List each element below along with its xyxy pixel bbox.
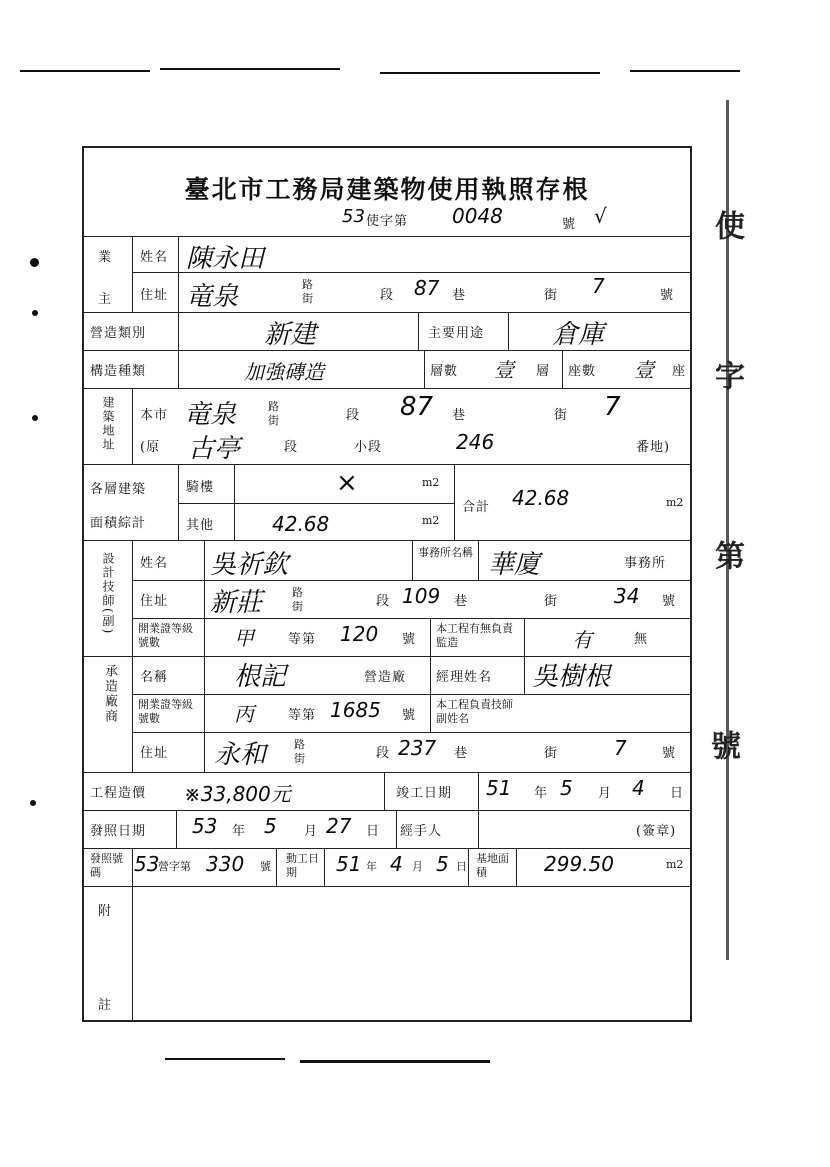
area-label-1: 各層建築 xyxy=(90,482,147,497)
designer-road: 路 xyxy=(292,586,303,599)
owner-addr-label: 住址 xyxy=(140,288,169,303)
owner-lane: 巷 xyxy=(452,288,467,303)
cost-label: 工程造價 xyxy=(90,786,147,801)
contractor-grade: 丙 xyxy=(234,702,254,726)
supervise-value: 有 xyxy=(572,628,592,652)
site-section: 建築地址 xyxy=(101,396,115,452)
owner-hao: 號 xyxy=(660,288,675,303)
remarks-label-top: 附 xyxy=(98,904,113,919)
permit-check: √ xyxy=(594,204,607,228)
arcade-value: × xyxy=(336,468,358,498)
site-duan: 段 xyxy=(346,408,361,423)
handler-label: 經手人 xyxy=(400,824,443,839)
contractor-jie: 街 xyxy=(544,746,559,761)
arcade-label: 騎樓 xyxy=(186,480,215,495)
site-orig-label: (原 xyxy=(140,440,161,455)
contractor-street: 街 xyxy=(294,752,305,765)
site-road: 路 xyxy=(268,400,279,413)
contractor-hao2: 號 xyxy=(662,746,677,761)
total-unit: m2 xyxy=(666,496,684,509)
start-yue: 月 xyxy=(412,860,423,873)
office-suffix: 事務所 xyxy=(624,556,667,571)
other-label: 其他 xyxy=(186,518,215,533)
done-year: 51 xyxy=(486,776,512,800)
owner-jie-no: 7 xyxy=(592,274,605,298)
permit-no-zi: 營字第 xyxy=(158,860,191,873)
base-label: 基地面積 xyxy=(476,852,509,879)
issue-ri: 日 xyxy=(366,824,381,839)
owner-street: 街 xyxy=(302,292,313,305)
owner-addr-district: 竜泉 xyxy=(186,282,239,312)
designer-lane-no: 109 xyxy=(402,584,441,608)
total-value: 42.68 xyxy=(512,486,570,510)
contractor-factory: 營造廠 xyxy=(364,670,407,685)
site-lot-label: 番地) xyxy=(636,440,671,455)
site-sub-duan: 小段 xyxy=(354,440,383,455)
issue-day: 27 xyxy=(326,814,352,838)
contractor-hao: 號 xyxy=(402,708,417,723)
site-lane: 巷 xyxy=(452,408,467,423)
area-label-2: 面積綜計 xyxy=(90,516,147,531)
other-value: 42.68 xyxy=(272,512,330,536)
done-yue: 月 xyxy=(598,786,613,801)
margin-text: 字 xyxy=(709,360,744,390)
designer-hao2: 號 xyxy=(402,632,417,647)
floors-label: 層數 xyxy=(430,364,459,379)
permit-no-prefix: 53 xyxy=(134,852,160,876)
done-label: 竣工日期 xyxy=(396,786,453,801)
site-orig-name: 古亭 xyxy=(188,434,241,464)
contractor-jie-no: 7 xyxy=(614,736,627,760)
contractor-duan: 段 xyxy=(376,746,391,761)
sign-label: (簽章) xyxy=(636,824,677,839)
designer-license-no: 120 xyxy=(340,622,379,646)
owner-name: 陳永田 xyxy=(186,244,265,274)
main-use-label: 主要用途 xyxy=(428,326,485,341)
punch-hole xyxy=(32,415,38,421)
contractor-road: 路 xyxy=(294,738,305,751)
contractor-name: 根記 xyxy=(234,662,287,692)
issue-year: 53 xyxy=(192,814,218,838)
scan-mark xyxy=(380,72,600,74)
contractor-license-no: 1685 xyxy=(330,698,381,722)
designer-lane: 巷 xyxy=(454,594,469,609)
build-type-label: 營造類別 xyxy=(90,326,147,341)
supervise-label: 本工程有無負責監造 xyxy=(436,622,513,649)
owner-section-2: 主 xyxy=(98,292,113,307)
margin-text: 第 xyxy=(709,540,744,570)
owner-section-1: 業 xyxy=(98,250,113,265)
scan-mark xyxy=(300,1060,490,1063)
punch-hole xyxy=(30,258,39,267)
punch-hole xyxy=(30,800,36,806)
scan-mark xyxy=(20,70,150,72)
permit-no-label: 號 xyxy=(562,217,577,232)
base-unit: m2 xyxy=(666,858,684,871)
contractor-license-label: 開業證等級號數 xyxy=(138,698,193,725)
floors-value: 壹 xyxy=(494,358,514,382)
owner-name-label: 姓名 xyxy=(140,250,169,265)
done-day: 4 xyxy=(632,776,645,800)
contractor-lane-no: 237 xyxy=(398,736,437,760)
site-street: 街 xyxy=(268,414,279,427)
contractor-grade-label: 等第 xyxy=(288,708,317,723)
start-ri: 日 xyxy=(456,860,467,873)
permit-no-num: 330 xyxy=(206,852,245,876)
designer-addr-label: 住址 xyxy=(140,594,169,609)
build-type-value: 新建 xyxy=(264,320,317,350)
designer-grade-label: 等第 xyxy=(288,632,317,647)
site-lot-no: 246 xyxy=(456,430,495,454)
contractor-name-label: 名稱 xyxy=(140,670,169,685)
issue-month: 5 xyxy=(264,814,277,838)
scan-mark xyxy=(165,1058,285,1060)
punch-hole xyxy=(32,310,38,316)
start-nian: 年 xyxy=(366,860,377,873)
site-jie-no: 7 xyxy=(604,392,621,422)
start-year: 51 xyxy=(336,852,362,876)
cost-value: ※33,800元 xyxy=(184,782,291,806)
permit-form xyxy=(82,146,692,1022)
site-district: 竜泉 xyxy=(184,400,237,430)
manager-label: 經理姓名 xyxy=(436,670,493,685)
issue-nian: 年 xyxy=(232,824,247,839)
permit-no-hao: 號 xyxy=(260,860,271,873)
supervise-none: 無 xyxy=(634,632,649,647)
start-month: 4 xyxy=(390,852,403,876)
permit-number: 0048 xyxy=(452,204,503,228)
form-title: 臺北市工務局建築物使用執照存根 xyxy=(184,175,590,204)
site-lane-no: 87 xyxy=(400,392,434,422)
issue-yue: 月 xyxy=(304,824,319,839)
scan-mark xyxy=(630,70,740,72)
owner-jie: 街 xyxy=(544,288,559,303)
designer-duan: 段 xyxy=(376,594,391,609)
site-city-label: 本市 xyxy=(140,408,169,423)
done-month: 5 xyxy=(560,776,573,800)
designer-jie: 街 xyxy=(544,594,559,609)
floors-unit: 層 xyxy=(536,364,551,379)
blocks-unit: 座 xyxy=(672,364,687,379)
designer-name-label: 姓名 xyxy=(140,556,169,571)
owner-duan: 段 xyxy=(380,288,395,303)
contractor-section: 承造廠商 xyxy=(102,664,117,724)
owner-lane-no: 87 xyxy=(414,276,440,300)
permit-year: 53 xyxy=(342,206,365,227)
blocks-label: 座數 xyxy=(568,364,597,379)
site-orig-duan: 段 xyxy=(284,440,299,455)
designer-license-label: 開業證等級號數 xyxy=(138,622,193,649)
start-label: 動工日期 xyxy=(286,852,319,879)
designer-section: 設計技師(副) xyxy=(101,552,115,636)
done-ri: 日 xyxy=(670,786,685,801)
scan-mark xyxy=(160,68,340,70)
done-nian: 年 xyxy=(534,786,549,801)
blocks-value: 壹 xyxy=(634,358,654,382)
designer-name: 吳祈欽 xyxy=(210,550,289,580)
start-day: 5 xyxy=(436,852,449,876)
total-label: 合計 xyxy=(462,500,491,515)
owner-road: 路 xyxy=(302,278,313,291)
contractor-addr-label: 住址 xyxy=(140,746,169,761)
issue-label: 發照日期 xyxy=(90,824,147,839)
permit-use-label: 使字第 xyxy=(366,214,409,229)
designer-addr: 新莊 xyxy=(210,588,263,618)
contractor-lane: 巷 xyxy=(454,746,469,761)
main-use-value: 倉庫 xyxy=(552,320,605,350)
tech-label: 本工程負責技師副姓名 xyxy=(436,698,513,725)
margin-text: 號 xyxy=(705,730,740,760)
arcade-unit: m2 xyxy=(422,476,440,489)
contractor-addr: 永和 xyxy=(214,740,267,770)
other-unit: m2 xyxy=(422,514,440,527)
site-jie: 街 xyxy=(554,408,569,423)
structure-label: 構造種類 xyxy=(90,364,147,379)
permit-no-label: 發照號碼 xyxy=(90,852,123,879)
margin-text: 使 xyxy=(709,210,744,240)
structure-value: 加強磚造 xyxy=(244,360,324,384)
manager-name: 吳樹根 xyxy=(532,662,611,692)
remarks-label-bottom: 註 xyxy=(98,998,113,1013)
designer-hao: 號 xyxy=(662,594,677,609)
designer-jie-no: 34 xyxy=(614,584,640,608)
designer-grade: 甲 xyxy=(234,626,254,650)
base-value: 299.50 xyxy=(544,852,614,876)
office-label: 事務所名稱 xyxy=(418,546,473,559)
designer-street: 街 xyxy=(292,600,303,613)
office-name: 華廈 xyxy=(488,550,541,580)
